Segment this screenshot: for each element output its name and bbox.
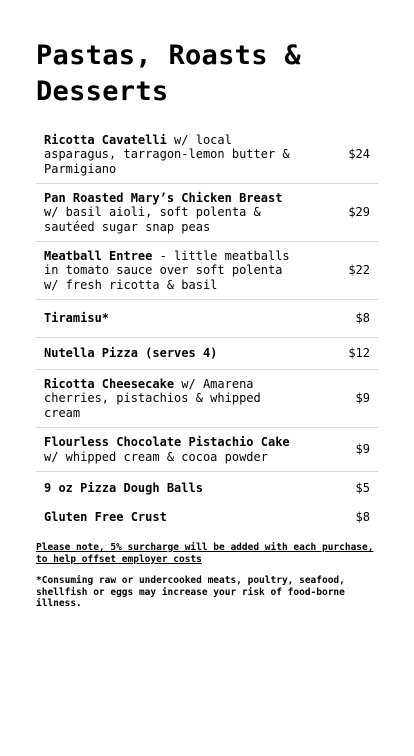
surcharge-note: Please note, 5% surcharge will be added with each purchase, to help offset employer costs	[36, 542, 374, 565]
item-name: Pan Roasted Mary’s Chicken Breast	[44, 190, 283, 205]
item-description	[44, 249, 314, 293]
menu-item-chocolate-pistachio-cake	[36, 428, 378, 472]
item-price: $22	[348, 263, 370, 278]
item-details: w/ local asparagus, tarragon-lemon butter & Parmigiano	[44, 132, 290, 176]
menu-item-gluten-free-crust	[36, 504, 378, 530]
item-price: $9	[355, 391, 370, 406]
menu-item-pizza-dough-balls	[36, 472, 378, 504]
item-price: $24	[348, 147, 370, 162]
item-description	[44, 510, 314, 525]
item-price: $12	[348, 346, 370, 361]
menu-item-nutella-pizza	[36, 338, 378, 370]
item-name: Tiramisu*	[44, 311, 110, 326]
item-name: Ricotta Cheesecake	[44, 376, 175, 391]
menu-item-meatball-entree	[36, 242, 378, 300]
item-name: Ricotta Cavatelli	[44, 132, 167, 147]
item-description	[44, 133, 314, 177]
item-details: w/ whipped cream & cocoa powder	[44, 449, 268, 464]
page-title: Pastas, Roasts & Desserts	[36, 40, 301, 107]
item-details: w/ basil aioli, soft polenta & sautéed sugar snap peas	[44, 205, 261, 234]
item-name: Gluten Free Crust	[44, 509, 167, 524]
menu-item-chicken-breast	[36, 184, 378, 242]
item-details: - little meatballs in tomato sauce over soft polenta w/ fresh ricotta & basil	[44, 248, 290, 292]
item-description	[44, 191, 314, 235]
item-description	[44, 481, 314, 496]
item-description	[44, 377, 314, 421]
item-price: $29	[348, 205, 370, 220]
menu-item-tiramisu	[36, 300, 378, 338]
menu-list	[36, 126, 378, 530]
menu-item-ricotta-cavatelli	[36, 126, 378, 184]
menu-item-ricotta-cheesecake	[36, 370, 378, 428]
item-price: $8	[355, 509, 370, 524]
item-description	[44, 435, 314, 464]
item-details: w/ Amarena cherries, pistachios & whipped cream	[44, 376, 261, 420]
item-description	[44, 346, 314, 361]
consumer-advisory-note: *Consuming raw or undercooked meats, poultry, seafood, shellfish or eggs may increase your risk of food-borne illness.	[36, 575, 345, 609]
item-name: 9 oz Pizza Dough Balls	[44, 480, 203, 495]
item-price: $9	[355, 442, 370, 457]
item-price: $8	[355, 311, 370, 326]
item-price: $5	[355, 480, 370, 495]
item-name: Nutella Pizza (serves 4)	[44, 346, 218, 361]
item-name: Flourless Chocolate Pistachio Cake	[44, 435, 290, 449]
item-description	[44, 311, 314, 326]
item-name: Meatball Entree	[44, 248, 153, 263]
